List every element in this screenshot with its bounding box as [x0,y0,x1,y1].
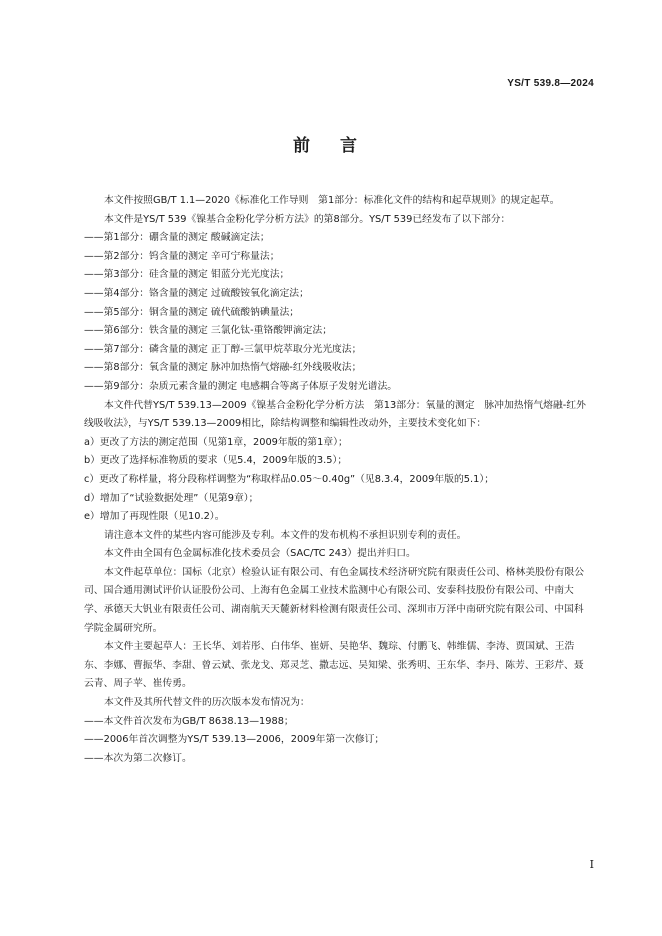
page-number: I [589,858,594,871]
list-item: ——第3部分：硅含量的测定 钼蓝分光光度法； [84,269,290,281]
patent-notice: 请注意本文件的某些内容可能涉及专利。本文件的发布机构不承担识别专利的责任。 [104,529,467,541]
replaces-paragraph: 本文件代替YS/T 539.13—2009《镍基合金粉化学分析方法 第13部分：氧量的测定 脉冲加热惰气熔融-红外线吸收法》，与YS/T 539.13—2009相比，除结构调整和编辑性改动外，主要技术变化如下： [84,399,586,430]
list-item: ——第8部分：氧含量的测定 脉冲加热惰气熔融-红外线吸收法； [84,362,362,374]
history-item: ——2006年首次调整为YS/T 539.13—2006，2009年第一次修订； [84,734,385,746]
list-item: ——第4部分：铬含量的测定 过硫酸铵氧化滴定法； [84,287,309,299]
parts-intro-paragraph: 本文件是YS/T 539《镍基合金粉化学分析方法》的第8部分。YS/T 539已经发布了以下部分： [104,213,511,225]
drafting-rules-paragraph: 本文件按照GB/T 1.1—2020《标准化工作导则 第1部分：标准化文件的结构和起草规则》的规定起草。 [104,195,560,206]
proposed-by: 本文件由全国有色金属标准化技术委员会（SAC/TC 243）提出并归口。 [104,548,416,560]
list-item: ——第5部分：铜含量的测定 硫代硫酸钠碘量法； [84,306,300,318]
list-item: ——第1部分：硼含量的测定 酸碱滴定法； [84,232,270,244]
page-title: 前 言 [293,136,369,156]
drafting-units: 本文件起草单位：国标（北京）检验认证有限公司、有色金属技术经济研究院有限责任公司、格林美股份有限公司、国合通用测试评价认证股份公司、上海有色金属工业技术监测中心有限公司、安泰科技股份有限公司、中南大学、承德天大钒业有限责任公司、湖南航天天麓新材料检测有限责任公司、深圳市万泽中南研究院有限公司、中国科学院金属研究所。 [84,566,585,634]
change-item: a）更改了方法的测定范围（见第1章，2009年版的第1章）； [84,436,348,448]
list-item: ——第9部分：杂质元素含量的测定 电感耦合等离子体原子发射光谱法。 [84,380,398,392]
history-intro: 本文件及其所代替文件的历次版本发布情况为： [104,697,310,709]
change-item: d）增加了“试验数据处理”（见第9章）； [84,492,259,504]
list-item: ——第2部分：钨含量的测定 辛可宁称量法； [84,250,280,262]
foreword-body [84,192,592,768]
standard-number: YS/T 539.8—2024 [507,78,594,89]
list-item: ——第7部分：磷含量的测定 正丁醇-三氯甲烷萃取分光光度法； [84,343,362,355]
drafters: 本文件主要起草人：王长华、刘若彤、白伟华、崔妍、吴艳华、魏琮、付鹏飞、韩维儒、李涛、贾国斌、王浩东、李娜、曹振华、李甜、曾云斌、张龙戈、郑灵芝、撒志远、吴知梁、张秀明、王东华、李丹、陈芳、王彩芹、聂云青、周子苹、崔传勇。 [84,641,584,690]
list-item: ——第6部分：铁含量的测定 三氯化钛-重铬酸钾滴定法； [84,325,333,337]
change-item: e）增加了再现性限（见10.2）。 [84,511,225,523]
history-item: ——本文件首次发布为GB/T 8638.13—1988； [84,715,294,727]
change-item: b）更改了选择标准物质的要求（见5.4，2009年版的3.5）； [84,455,348,467]
change-item: c）更改了称样量，将分段称样调整为“称取样品0.05～0.40g”（见8.3.4，2009年版的5.1）； [84,473,495,485]
history-item: ——本次为第二次修订。 [84,752,192,764]
